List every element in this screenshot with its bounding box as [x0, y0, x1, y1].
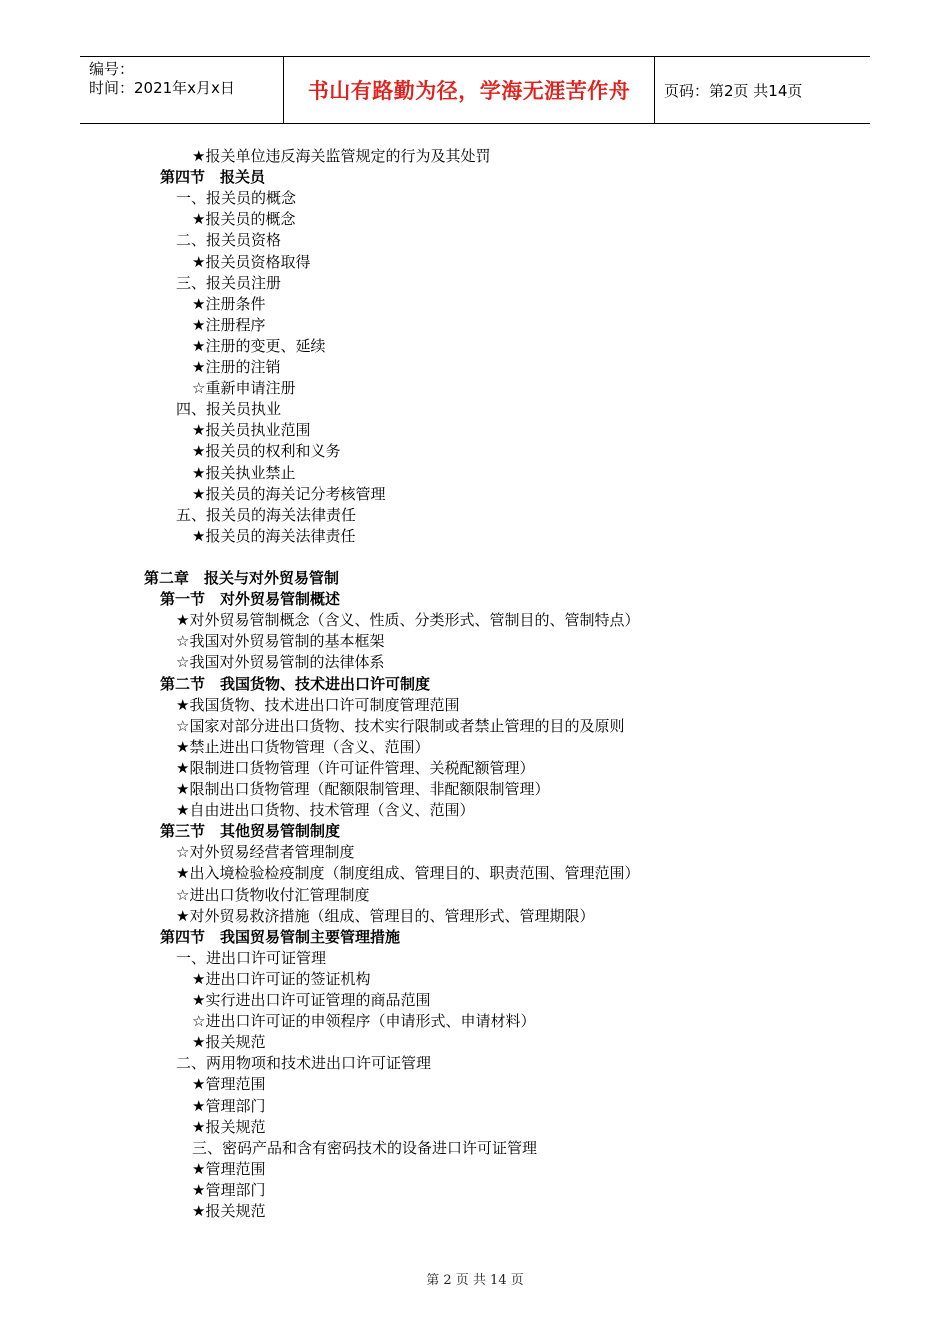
outline-item: ★实行进出口许可证管理的商品范围	[192, 991, 431, 1009]
outline-item: ★限制进口货物管理（许可证件管理、关税配额管理）	[176, 758, 535, 777]
outline-item: ★报关规范	[192, 1117, 266, 1136]
outline-item: ★管理范围	[192, 1159, 266, 1178]
outline-item: ★报关员的海关记分考核管理	[192, 484, 386, 503]
outline-item: 二、两用物项和技术进出口许可证管理	[176, 1054, 432, 1073]
outline-item: ★我国货物、技术进出口许可制度管理范围	[176, 695, 460, 714]
section-heading: 第二章 报关与对外贸易管制	[144, 569, 340, 587]
outline-item: ★注册的变更、延续	[192, 336, 326, 355]
section-heading: 第四节 报关员	[160, 168, 266, 187]
outline-item: ☆进出口许可证的申领程序（申请形式、申请材料）	[192, 1012, 536, 1031]
outline-item: ★进出口许可证的签证机构	[192, 969, 371, 988]
outline-item: 一、进出口许可证管理	[176, 948, 327, 967]
outline-item: ★报关员资格取得	[192, 252, 311, 271]
outline-item: 三、密码产品和含有密码技术的设备进口许可证管理	[192, 1138, 538, 1157]
header-page-number: 页码：第2页 共14页	[664, 81, 803, 100]
outline-item: ★对外贸易救济措施（组成、管理目的、管理形式、管理期限）	[176, 906, 595, 925]
outline-item: ★注册程序	[192, 315, 266, 334]
outline-item: ★报关员的海关法律责任	[192, 526, 356, 545]
outline-item: 四、报关员执业	[176, 400, 282, 419]
outline-item: ★禁止进出口货物管理（含义、范围）	[176, 737, 430, 756]
outline-item: ☆我国对外贸易管制的基本框架	[176, 632, 385, 651]
outline-item: ★限制出口货物管理（配额限制管理、非配额限制管理）	[176, 780, 550, 798]
outline-item: ★报关员执业范围	[192, 421, 311, 440]
page-header	[80, 56, 870, 124]
outline-item: ★报关规范	[192, 1202, 266, 1220]
outline-item: ★报关执业禁止	[192, 463, 296, 482]
outline-item: 五、报关员的海关法律责任	[176, 505, 357, 524]
section-heading: 第一节 对外贸易管制概述	[160, 590, 341, 609]
outline-item: ★管理部门	[192, 1180, 266, 1199]
header-motto: 书山有路勤为径，学海无涯苦作舟	[283, 57, 655, 123]
outline-item: ☆国家对部分进出口货物、技术实行限制或者禁止管理的目的及原则	[176, 716, 625, 735]
outline-item: ★报关规范	[192, 1033, 266, 1052]
header-meta	[80, 57, 283, 123]
outline-item: ★出入境检验检疫制度（制度组成、管理目的、职责范围、管理范围）	[176, 864, 640, 883]
section-heading: 第三节 其他贸易管制制度	[160, 822, 341, 841]
outline-item: ☆对外贸易经营者管理制度	[176, 843, 355, 862]
page-footer: 第 2 页 共 14 页	[426, 1273, 524, 1288]
document-date-label: 时间：2021年x月x日	[89, 79, 235, 97]
outline-item: 二、报关员资格	[176, 231, 282, 250]
outline-item: ★注册条件	[192, 294, 266, 313]
section-heading: 第四节 我国贸易管制主要管理措施	[160, 927, 401, 946]
outline-item: ★管理部门	[192, 1096, 266, 1115]
outline-item: ★报关单位违反海关监管规定的行为及其处罚	[192, 147, 491, 165]
document-number-label: 编号：	[89, 60, 135, 78]
outline-item: ★管理范围	[192, 1075, 266, 1094]
outline-item: 三、报关员注册	[176, 273, 282, 292]
outline-item: ★报关员的权利和义务	[192, 442, 341, 461]
outline-item: ★自由进出口货物、技术管理（含义、范围）	[176, 801, 475, 820]
outline-item: ☆我国对外贸易管制的法律体系	[176, 653, 385, 672]
section-heading: 第二节 我国货物、技术进出口许可制度	[160, 674, 431, 693]
outline-item: 一、报关员的概念	[176, 189, 297, 208]
outline-item: ☆重新申请注册	[192, 379, 296, 398]
outline-item: ★对外贸易管制概念（含义、性质、分类形式、管制目的、管制特点）	[176, 611, 640, 630]
outline-item: ☆进出口货物收付汇管理制度	[176, 885, 370, 904]
outline-item: ★注册的注销	[192, 358, 281, 376]
outline-item: ★报关员的概念	[192, 210, 296, 229]
